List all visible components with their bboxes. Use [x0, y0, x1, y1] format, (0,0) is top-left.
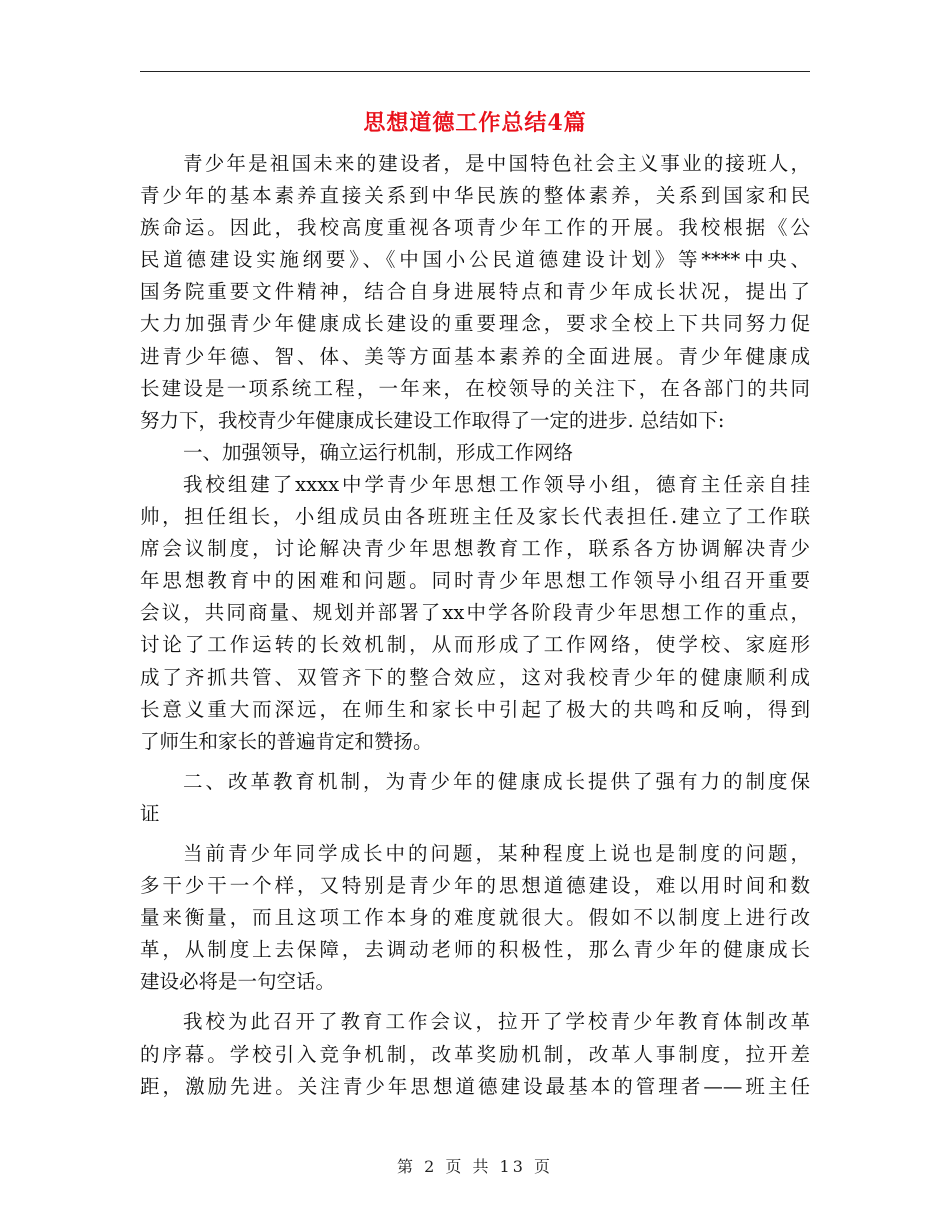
text-line: 族命运。因此，我校高度重视各项青少年工作的开展。我校根据《公 [140, 216, 810, 240]
text-line: 多干少干一个样，又特别是青少年的思想道德建设，难以用时间和数 [140, 874, 810, 898]
paragraph-leadership [140, 469, 810, 758]
document-title: 思想道德工作总结4篇 [363, 110, 587, 136]
text-line: 量来衡量，而且这项工作本身的难度就很大。假如不以制度上进行改 [140, 906, 810, 930]
section-heading-2 [140, 766, 810, 830]
paragraph-reform [140, 1006, 810, 1102]
text-line: 当前青少年同学成长中的问题，某种程度上说也是制度的问题， [183, 841, 810, 865]
text-line: 的序幕。学校引入竞争机制，改革奖励机制，改革人事制度，拉开差 [140, 1042, 810, 1066]
text-line: 帅，担任组长，小组成员由各班班主任及家长代表担任.建立了工作联 [140, 505, 810, 529]
text-line: 长意义重大而深远，在师生和家长中引起了极大的共鸣和反响，得到 [140, 697, 810, 721]
text-line: 青少年的基本素养直接关系到中华民族的整体素养，关系到国家和民 [140, 184, 810, 208]
text-line: 会议，共同商量、规划并部署了xx中学各阶段青少年思想工作的重点， [140, 601, 810, 625]
text-line: 年思想教育中的困难和问题。同时青少年思想工作领导小组召开重要 [140, 569, 810, 593]
page-number-footer: 第 2 页 共 13 页 [397, 1157, 553, 1176]
text-line: 建设必将是一句空话。 [140, 970, 336, 994]
section-heading-1 [140, 437, 810, 469]
header-rule [140, 71, 810, 72]
text-line: 革，从制度上去保障，去调动老师的积极性，那么青少年的健康成长 [140, 938, 810, 962]
text-line: 民道德建设实施纲要》、《中国小公民道德建设计划》等****中央、 [140, 248, 810, 272]
text-line: 进青少年德、智、体、美等方面基本素养的全面进展。青少年健康成 [140, 344, 810, 368]
text-line: 讨论了工作运转的长效机制，从而形成了工作网络，使学校、家庭形 [140, 633, 810, 657]
paragraph-gap [140, 758, 810, 766]
text-line: 努力下，我校青少年健康成长建设工作取得了一定的进步. 总结如下: [140, 408, 725, 432]
text-line: 国务院重要文件精神，结合自身进展特点和青少年成长状况，提出了 [140, 280, 810, 304]
paragraph-problems [140, 838, 810, 998]
text-line: 我校组建了xxxx中学青少年思想工作领导小组，德育主任亲自挂 [183, 472, 810, 496]
text-line: 大力加强青少年健康成长建设的重要理念，要求全校上下共同努力促 [140, 312, 810, 336]
text-line: 席会议制度，讨论解决青少年思想教育工作，联系各方协调解决青少 [140, 537, 810, 561]
text-line: 距，激励先进。关注青少年思想道德建设最基本的管理者——班主任 [140, 1074, 810, 1098]
section-heading-text: 一、加强领导，确立运行机制，形成工作网络 [183, 440, 574, 464]
text-line: 了师生和家长的普遍肯定和赞扬。 [140, 729, 433, 753]
section-heading-text: 二、改革教育机制，为青少年的健康成长提供了强有力的制度保 [183, 769, 810, 793]
text-line: 成了齐抓共管、双管齐下的整合效应，这对我校青少年的健康顺利成 [140, 665, 810, 689]
document-body [140, 148, 810, 1103]
text-line: 青少年是祖国未来的建设者，是中国特色社会主义事业的接班人， [183, 152, 810, 175]
paragraph-gap [140, 830, 810, 838]
paragraph-gap [140, 998, 810, 1006]
section-heading-text: 证 [140, 801, 160, 825]
text-line: 长建设是一项系统工程，一年来，在校领导的关注下，在各部门的共同 [140, 376, 810, 400]
text-line: 我校为此召开了教育工作会议，拉开了学校青少年教育体制改革 [183, 1010, 810, 1034]
paragraph-intro [140, 148, 810, 437]
